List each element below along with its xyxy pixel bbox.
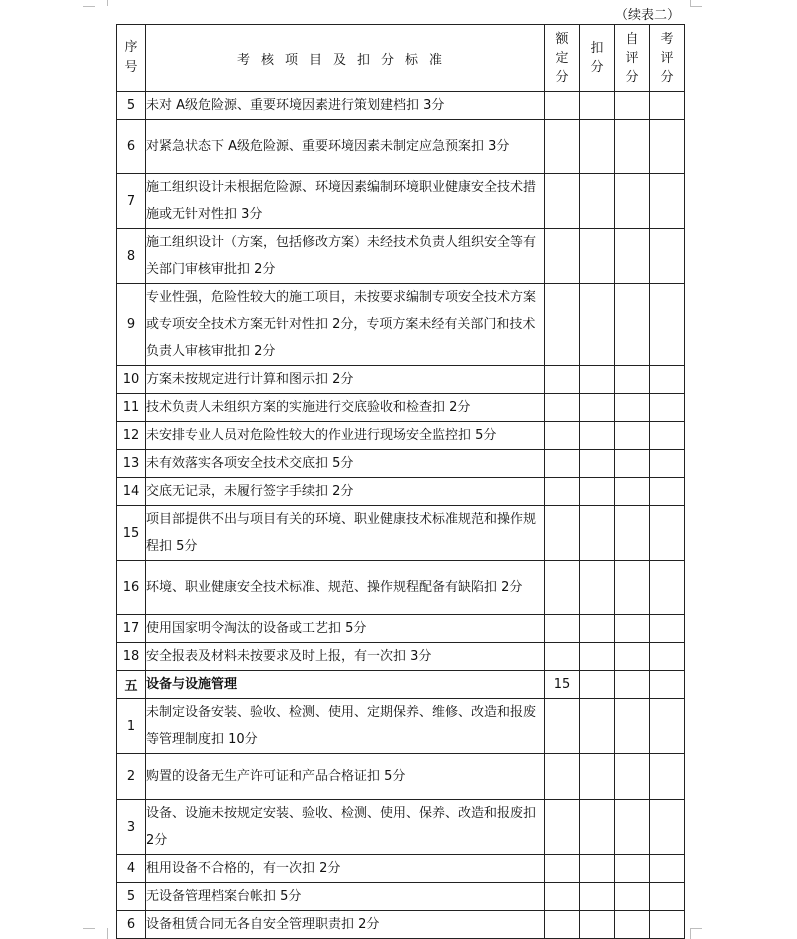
- quota-cell: [545, 174, 580, 229]
- criterion-text: 安全报表及材料未按要求及时上报，有一次扣 3分: [146, 643, 545, 671]
- criterion-text: 交底无记录，未履行签字手续扣 2分: [146, 478, 545, 506]
- criterion-text: 未制定设备安装、验收、检测、使用、定期保养、维修、改造和报废等管理制度扣 10分: [146, 699, 545, 754]
- check-score-cell: [650, 506, 685, 561]
- deduct-cell: [580, 92, 615, 120]
- deduct-cell: [580, 394, 615, 422]
- criterion-text: 租用设备不合格的，有一次扣 2分: [146, 855, 545, 883]
- crop-mark: [690, 928, 702, 929]
- header-self-score: 自评分: [615, 25, 650, 92]
- table-row: [117, 800, 685, 855]
- self-score-cell: [615, 699, 650, 754]
- self-score-cell: [615, 800, 650, 855]
- row-number: 1: [117, 699, 146, 754]
- header-quota: 额定分: [545, 25, 580, 92]
- check-score-cell: [650, 450, 685, 478]
- crop-mark: [690, 928, 703, 939]
- check-score-cell: [650, 754, 685, 800]
- check-score-cell: [650, 394, 685, 422]
- table-row: [117, 883, 685, 911]
- row-number: 17: [117, 615, 146, 643]
- criterion-text: 设备、设施未按规定安装、验收、检测、使用、保养、改造和报废扣 2分: [146, 800, 545, 855]
- self-score-cell: [615, 92, 650, 120]
- table-row: [117, 615, 685, 643]
- header-row: [117, 25, 685, 92]
- quota-cell: [545, 366, 580, 394]
- check-score-cell: [650, 561, 685, 615]
- criterion-text: 未安排专业人员对危险性较大的作业进行现场安全监控扣 5分: [146, 422, 545, 450]
- self-score-cell: [615, 120, 650, 174]
- table-row: [117, 450, 685, 478]
- check-score-cell: [650, 284, 685, 366]
- deduct-cell: [580, 671, 615, 699]
- table-row: [117, 394, 685, 422]
- check-score-cell: [650, 229, 685, 284]
- deduct-cell: [580, 643, 615, 671]
- deduct-cell: [580, 120, 615, 174]
- quota-cell: [545, 229, 580, 284]
- check-score-cell: [650, 615, 685, 643]
- deduct-cell: [580, 284, 615, 366]
- check-score-cell: [650, 671, 685, 699]
- row-number: 14: [117, 478, 146, 506]
- table-row: [117, 561, 685, 615]
- table-row: [117, 92, 685, 120]
- deduct-cell: [580, 883, 615, 911]
- criterion-text: 无设备管理档案台帐扣 5分: [146, 883, 545, 911]
- quota-cell: [545, 92, 580, 120]
- self-score-cell: [615, 615, 650, 643]
- table-row: [117, 174, 685, 229]
- crop-mark: [95, 0, 108, 6]
- criterion-text: 购置的设备无生产许可证和产品合格证扣 5分: [146, 754, 545, 800]
- check-score-cell: [650, 174, 685, 229]
- table-row: [117, 120, 685, 174]
- row-number: 15: [117, 506, 146, 561]
- header-check-score: 考评分: [650, 25, 685, 92]
- check-score-cell: [650, 911, 685, 939]
- criterion-text: 环境、职业健康安全技术标准、规范、操作规程配备有缺陷扣 2分: [146, 561, 545, 615]
- criterion-text: 技术负责人未组织方案的实施进行交底验收和检查扣 2分: [146, 394, 545, 422]
- self-score-cell: [615, 174, 650, 229]
- self-score-cell: [615, 561, 650, 615]
- criterion-text: 未对 A级危险源、重要环境因素进行策划建档扣 3分: [146, 92, 545, 120]
- check-score-cell: [650, 643, 685, 671]
- row-number: 16: [117, 561, 146, 615]
- self-score-cell: [615, 450, 650, 478]
- section-row: [117, 671, 685, 699]
- quota-cell: [545, 615, 580, 643]
- header-no: 序号: [117, 25, 146, 92]
- criterion-text: 专业性强，危险性较大的施工项目，未按要求编制专项安全技术方案或专项安全技术方案无针对性扣 2分，专项方案未经有关部门和技术负责人审核审批扣 2分: [146, 284, 545, 366]
- quota-cell: [545, 561, 580, 615]
- quota-cell: [545, 450, 580, 478]
- quota-cell: [545, 394, 580, 422]
- quota-cell: [545, 754, 580, 800]
- check-score-cell: [650, 120, 685, 174]
- table-row: [117, 911, 685, 939]
- row-number: 5: [117, 92, 146, 120]
- self-score-cell: [615, 394, 650, 422]
- crop-mark: [690, 6, 702, 7]
- self-score-cell: [615, 911, 650, 939]
- row-number: 18: [117, 643, 146, 671]
- quota-cell: [545, 506, 580, 561]
- quota-cell: [545, 643, 580, 671]
- deduct-cell: [580, 174, 615, 229]
- table-row: [117, 643, 685, 671]
- table-row: [117, 699, 685, 754]
- quota-cell: [545, 699, 580, 754]
- check-score-cell: [650, 92, 685, 120]
- self-score-cell: [615, 643, 650, 671]
- check-score-cell: [650, 800, 685, 855]
- crop-mark: [83, 928, 95, 929]
- self-score-cell: [615, 422, 650, 450]
- quota-cell: [545, 478, 580, 506]
- check-score-cell: [650, 422, 685, 450]
- table-row: [117, 229, 685, 284]
- row-number: 6: [117, 911, 146, 939]
- row-number: 8: [117, 229, 146, 284]
- table-row: [117, 478, 685, 506]
- table-row: [117, 422, 685, 450]
- table-row: [117, 754, 685, 800]
- quota-cell: [545, 422, 580, 450]
- self-score-cell: [615, 506, 650, 561]
- self-score-cell: [615, 671, 650, 699]
- crop-mark: [95, 928, 108, 939]
- section-title: 设备与设施管理: [146, 671, 545, 699]
- criterion-text: 方案未按规定进行计算和图示扣 2分: [146, 366, 545, 394]
- row-number: 7: [117, 174, 146, 229]
- deduct-cell: [580, 615, 615, 643]
- table-row: [117, 366, 685, 394]
- row-number: 2: [117, 754, 146, 800]
- deduct-cell: [580, 561, 615, 615]
- check-score-cell: [650, 478, 685, 506]
- table-caption: （续表二）: [614, 8, 680, 23]
- self-score-cell: [615, 855, 650, 883]
- criterion-text: 设备租赁合同无各自安全管理职责扣 2分: [146, 911, 545, 939]
- self-score-cell: [615, 883, 650, 911]
- self-score-cell: [615, 284, 650, 366]
- row-number: 12: [117, 422, 146, 450]
- table-row: [117, 855, 685, 883]
- header-item: 考核项目及扣分标准: [146, 25, 545, 92]
- criterion-text: 项目部提供不出与项目有关的环境、职业健康技术标准规范和操作规程扣 5分: [146, 506, 545, 561]
- row-number: 6: [117, 120, 146, 174]
- deduct-cell: [580, 506, 615, 561]
- row-number: 11: [117, 394, 146, 422]
- quota-cell: 15: [545, 671, 580, 699]
- row-number: 10: [117, 366, 146, 394]
- row-number: 3: [117, 800, 146, 855]
- deduct-cell: [580, 478, 615, 506]
- header-deduct: 扣分: [580, 25, 615, 92]
- quota-cell: [545, 911, 580, 939]
- check-score-cell: [650, 699, 685, 754]
- self-score-cell: [615, 478, 650, 506]
- self-score-cell: [615, 229, 650, 284]
- criterion-text: 施工组织设计（方案，包括修改方案）未经技术负责人组织安全等有关部门审核审批扣 2分: [146, 229, 545, 284]
- criterion-text: 施工组织设计未根据危险源、环境因素编制环境职业健康安全技术措施或无针对性扣 3分: [146, 174, 545, 229]
- criterion-text: 对紧急状态下 A级危险源、重要环境因素未制定应急预案扣 3分: [146, 120, 545, 174]
- deduct-cell: [580, 911, 615, 939]
- quota-cell: [545, 883, 580, 911]
- check-score-cell: [650, 855, 685, 883]
- quota-cell: [545, 855, 580, 883]
- quota-cell: [545, 800, 580, 855]
- deduct-cell: [580, 699, 615, 754]
- deduct-cell: [580, 855, 615, 883]
- deduct-cell: [580, 800, 615, 855]
- check-score-cell: [650, 883, 685, 911]
- criterion-text: 使用国家明令淘汰的设备或工艺扣 5分: [146, 615, 545, 643]
- deduct-cell: [580, 450, 615, 478]
- row-number: 五: [117, 671, 146, 699]
- row-number: 4: [117, 855, 146, 883]
- criterion-text: 未有效落实各项安全技术交底扣 5分: [146, 450, 545, 478]
- row-number: 13: [117, 450, 146, 478]
- table-row: [117, 284, 685, 366]
- crop-mark: [83, 6, 95, 7]
- assessment-table: [116, 24, 685, 939]
- deduct-cell: [580, 366, 615, 394]
- check-score-cell: [650, 366, 685, 394]
- row-number: 5: [117, 883, 146, 911]
- table-row: [117, 506, 685, 561]
- self-score-cell: [615, 366, 650, 394]
- deduct-cell: [580, 229, 615, 284]
- quota-cell: [545, 120, 580, 174]
- row-number: 9: [117, 284, 146, 366]
- quota-cell: [545, 284, 580, 366]
- deduct-cell: [580, 754, 615, 800]
- deduct-cell: [580, 422, 615, 450]
- self-score-cell: [615, 754, 650, 800]
